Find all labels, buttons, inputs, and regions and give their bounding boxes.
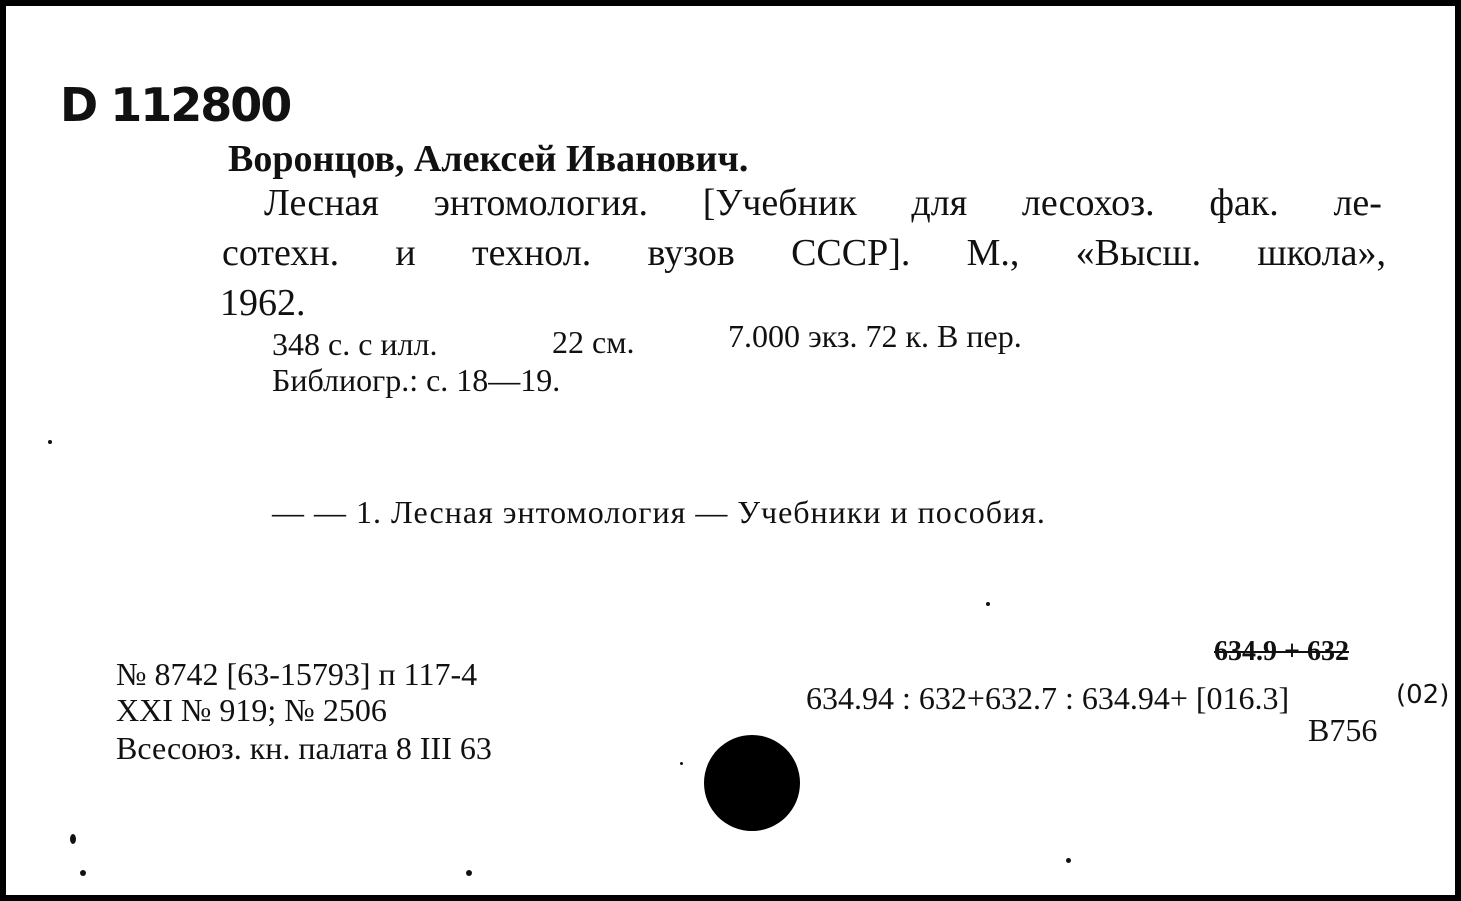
title-word: СССР].	[791, 232, 911, 274]
speck	[1066, 858, 1071, 863]
classification-main: 634.94 : 632+632.7 : 634.94+ [016.3]	[806, 680, 1290, 716]
author-heading: Воронцов, Алексей Иванович.	[228, 138, 749, 180]
author-mark: В756	[1308, 712, 1378, 748]
title-line-2	[222, 234, 1386, 272]
title-word: фак.	[1209, 182, 1279, 224]
title-word: сотехн.	[222, 232, 340, 274]
title-word: [Учебник	[702, 182, 857, 224]
title-word: М.,	[966, 232, 1020, 274]
registry-line-2: XXI № 919; № 2506	[116, 692, 387, 728]
handwritten-note: (02)	[1396, 680, 1450, 710]
speck	[48, 440, 52, 444]
subject-heading: — — 1. Лесная энтомология — Учебники и пособия.	[272, 494, 1046, 530]
punch-hole	[704, 735, 800, 831]
speck	[680, 762, 683, 765]
collation-pages: 348 с. с илл.	[272, 326, 438, 362]
classification-struck: 634.9 + 632	[1214, 636, 1349, 667]
speck	[986, 602, 990, 606]
title-word: энтомология.	[433, 182, 648, 224]
title-word: и	[395, 232, 416, 274]
title-word: Лесная	[264, 182, 379, 224]
catalog-card	[6, 6, 1455, 895]
title-word: технол.	[471, 232, 592, 274]
speck	[70, 834, 76, 844]
publication-year: 1962.	[220, 282, 306, 324]
title-word: школа»,	[1257, 232, 1386, 274]
title-word: «Высш.	[1075, 232, 1202, 274]
collation-size: 22 см.	[552, 324, 635, 360]
title-word: вузов	[647, 232, 735, 274]
registry-line-3: Всесоюз. кн. палата 8 III 63	[116, 730, 492, 766]
title-line-1	[264, 184, 1382, 222]
speck	[80, 870, 86, 876]
registry-line-1: № 8742 [63-15793] п 117-4	[116, 656, 478, 692]
title-word: лесохоз.	[1021, 182, 1155, 224]
title-word: ле-	[1333, 182, 1382, 224]
call-number: D 112800	[60, 78, 291, 132]
speck	[466, 870, 472, 876]
bibliography-note: Библиогр.: с. 18—19.	[272, 362, 561, 398]
title-word: для	[911, 182, 968, 224]
collation-copies-price: 7.000 экз. 72 к. В пер.	[728, 318, 1022, 354]
